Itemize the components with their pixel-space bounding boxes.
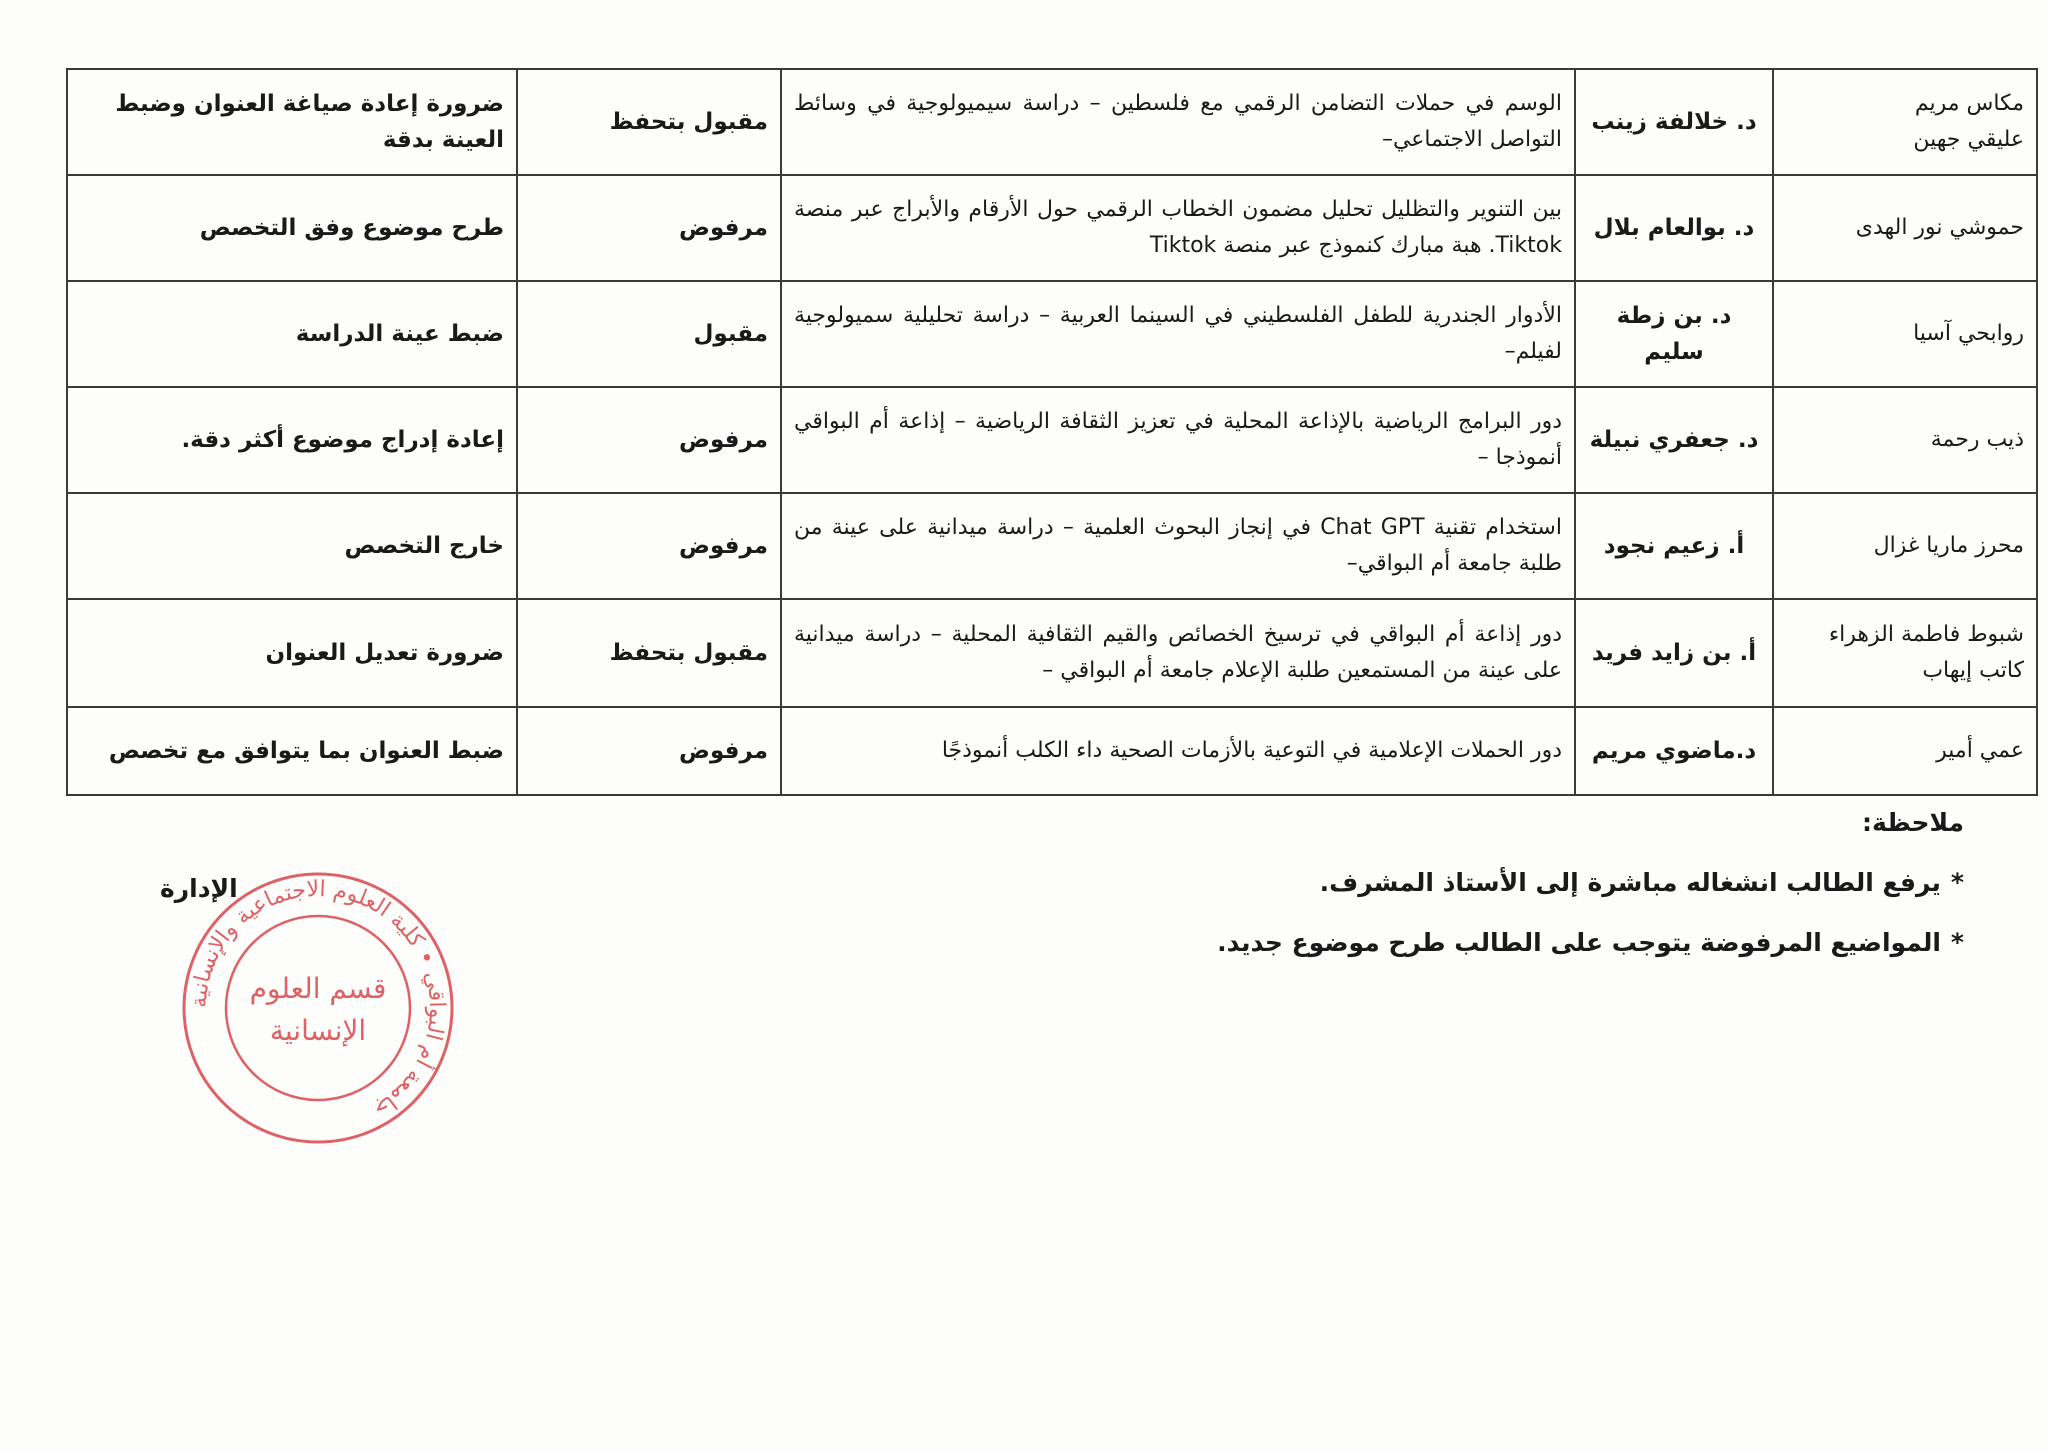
decision-cell: مرفوض	[517, 175, 781, 281]
thesis-title-cell: دور إذاعة أم البواقي في ترسيخ الخصائص والقيم الثقافية المحلية – دراسة ميدانية على عينة من المستمعين طلبة الإعلام جامعة أم البواقي –	[781, 599, 1575, 707]
stamp-inner-line-1: قسم العلوم	[249, 972, 387, 1005]
student-name: روابحي آسيا	[1913, 321, 2024, 346]
stamp-inner-line-2: الإنسانية	[269, 1014, 367, 1047]
note-item	[1217, 928, 1964, 957]
table-row	[67, 69, 2037, 175]
results-table	[66, 68, 2038, 796]
note-bullet: *	[1950, 868, 1964, 897]
note-text: المواضيع المرفوضة يتوجب على الطالب طرح موضوع جديد.	[1217, 928, 1941, 957]
table-row	[67, 707, 2037, 795]
student-names-cell	[1773, 707, 2037, 795]
table-row	[67, 387, 2037, 493]
decision-cell: مرفوض	[517, 707, 781, 795]
supervisor-cell: أ. بن زايد فريد	[1575, 599, 1773, 707]
student-name: عمي أمير	[1936, 738, 2024, 763]
remark-cell: ضرورة إعادة صياغة العنوان وضبط العينة بدقة	[67, 69, 517, 175]
administration-label: الإدارة	[160, 874, 238, 903]
supervisor-cell: د. خلالفة زينب	[1575, 69, 1773, 175]
decision-cell: مقبول بتحفظ	[517, 599, 781, 707]
supervisor-cell: د. بوالعام بلال	[1575, 175, 1773, 281]
decision-cell: مرفوض	[517, 387, 781, 493]
department-stamp	[178, 868, 458, 1148]
remark-cell: ضرورة تعديل العنوان	[67, 599, 517, 707]
stamp-outer-textpath: جامعة أم البواقي • كلية العلوم الاجتماعية والإنسانية	[186, 876, 450, 1122]
remark-cell: ضبط العنوان بما يتوافق مع تخصص	[67, 707, 517, 795]
note-bullet: *	[1950, 928, 1964, 957]
table-row	[67, 281, 2037, 387]
student-name: محرز ماريا غزال	[1873, 533, 2024, 558]
table-row	[67, 175, 2037, 281]
thesis-title-cell: دور البرامج الرياضية بالإذاعة المحلية في تعزيز الثقافة الرياضية – إذاعة أم البواقي أنموذجا –	[781, 387, 1575, 493]
thesis-title-cell: بين التنوير والتظليل تحليل مضمون الخطاب الرقمي حول الأرقام والأبراج عبر منصة Tiktok. هبة مبارك كنموذج عبر منصة Tiktok	[781, 175, 1575, 281]
student-name: عليقي جهين	[1913, 127, 2024, 152]
supervisor-cell: د. بن زطة سليم	[1575, 281, 1773, 387]
supervisor-cell: د.ماضوي مريم	[1575, 707, 1773, 795]
student-name: حموشي نور الهدى	[1855, 215, 2024, 240]
remark-cell: إعادة إدراج موضوع أكثر دقة.	[67, 387, 517, 493]
student-name: شبوط فاطمة الزهراء	[1828, 622, 2024, 647]
decision-cell: مقبول بتحفظ	[517, 69, 781, 175]
note-text: يرفع الطالب انشغاله مباشرة إلى الأستاذ المشرف.	[1319, 868, 1941, 897]
table-body	[67, 69, 2037, 795]
student-name: ذيب رحمة	[1930, 427, 2024, 452]
thesis-title-cell: استخدام تقنية Chat GPT في إنجاز البحوث العلمية – دراسة ميدانية على عينة من طلبة جامعة أم البواقي–	[781, 493, 1575, 599]
supervisor-cell: أ. زعيم نجود	[1575, 493, 1773, 599]
student-names-cell	[1773, 493, 2037, 599]
notes-heading: ملاحظة:	[1862, 808, 1964, 837]
thesis-title-cell: الأدوار الجندرية للطفل الفلسطيني في السينما العربية – دراسة تحليلية سميولوجية لفيلم–	[781, 281, 1575, 387]
supervisor-cell: د. جعفري نبيلة	[1575, 387, 1773, 493]
student-name: مكاس مريم	[1914, 91, 2024, 116]
stamp-inner-ring	[226, 916, 410, 1100]
student-names-cell	[1773, 599, 2037, 707]
table-row	[67, 493, 2037, 599]
decision-cell: مقبول	[517, 281, 781, 387]
table-row	[67, 599, 2037, 707]
decision-cell: مرفوض	[517, 493, 781, 599]
student-names-cell	[1773, 69, 2037, 175]
student-name: كاتب إيهاب	[1922, 658, 2024, 683]
remark-cell: ضبط عينة الدراسة	[67, 281, 517, 387]
stamp-outer-ring	[184, 874, 452, 1142]
student-names-cell	[1773, 387, 2037, 493]
student-names-cell	[1773, 281, 2037, 387]
remark-cell: خارج التخصص	[67, 493, 517, 599]
note-item	[1320, 868, 1964, 897]
thesis-title-cell: الوسم في حملات التضامن الرقمي مع فلسطين – دراسة سيميولوجية في وسائط التواصل الاجتماعي–	[781, 69, 1575, 175]
student-names-cell	[1773, 175, 2037, 281]
remark-cell: طرح موضوع وفق التخصص	[67, 175, 517, 281]
thesis-title-cell: دور الحملات الإعلامية في التوعية بالأزمات الصحية داء الكلب أنموذجًا	[781, 707, 1575, 795]
